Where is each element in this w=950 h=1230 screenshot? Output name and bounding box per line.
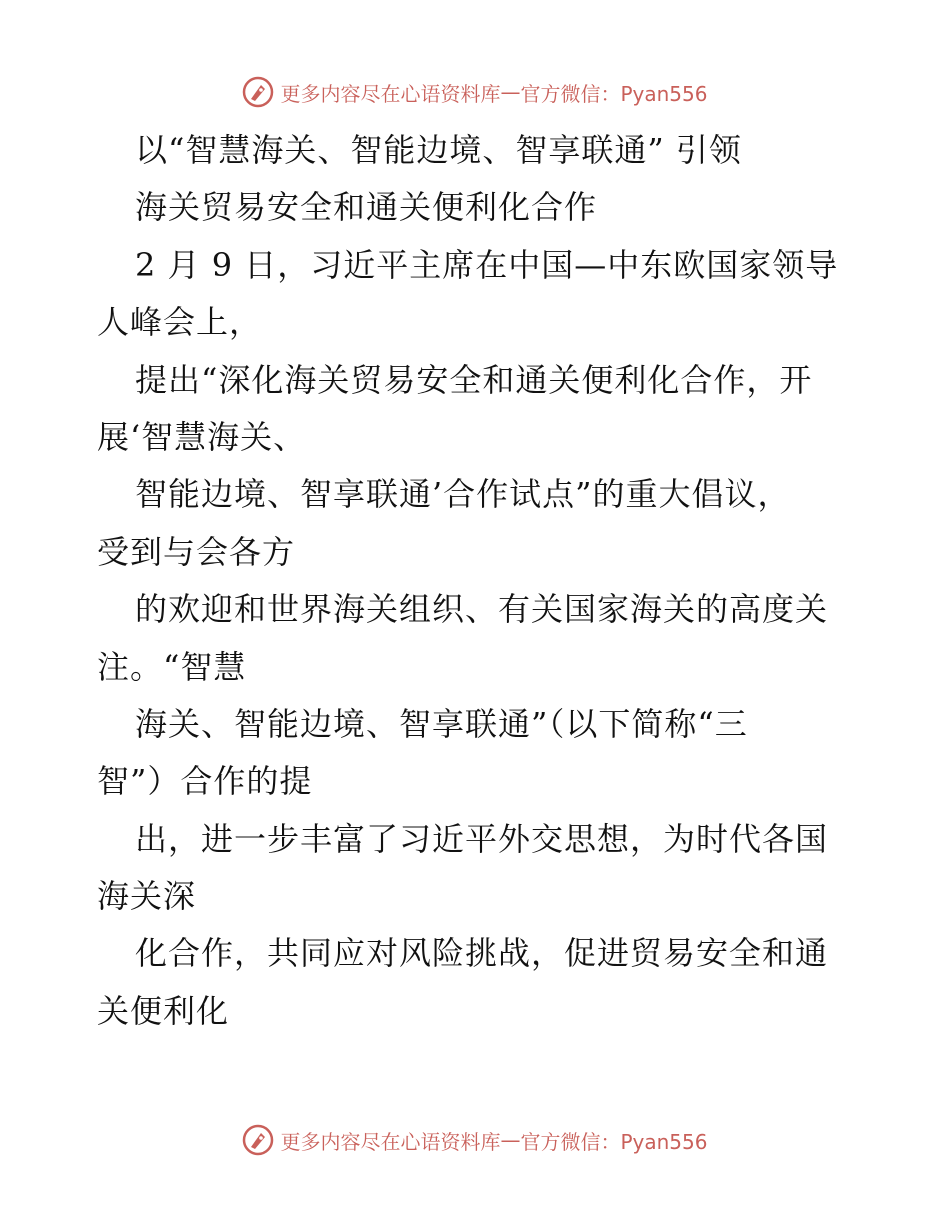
body-line: 化合作，共同应对风险挑战，促进贸易安全和通 bbox=[135, 934, 829, 973]
watermark-text: 更多内容尽在心语资料库 bbox=[280, 81, 501, 106]
footer-watermark bbox=[0, 1120, 950, 1160]
body-line: 注。“智慧 bbox=[97, 647, 247, 686]
body-line: 提出“深化海关贸易安全和通关便利化合作，开 bbox=[135, 360, 813, 399]
body-line: 受到与会各方 bbox=[97, 532, 296, 571]
watermark-dash: — bbox=[500, 80, 521, 104]
body-line: 的欢迎和世界海关组织、有关国家海关的高度关 bbox=[135, 590, 829, 629]
body-line: 以“智慧海关、智能边境、智享联通” 引领 bbox=[135, 131, 742, 169]
body-line: 2 月 9 日，习近平主席在中国—中东欧国家领导 bbox=[135, 245, 839, 284]
body-line: 智能边境、智享联通’合作试点”的重大倡议， bbox=[135, 475, 791, 514]
watermark-text: 更多内容尽在心语资料库 bbox=[280, 1129, 501, 1154]
body-line: 关便利化 bbox=[97, 991, 230, 1030]
body-line: 海关贸易安全和通关便利化合作 bbox=[135, 188, 598, 227]
watermark-contact: 官方微信：Pyan556 bbox=[520, 81, 708, 106]
watermark-dash: — bbox=[500, 1128, 521, 1152]
body-line: 出，进一步丰富了习近平外交思想，为时代各国 bbox=[135, 819, 829, 858]
pen-nib-logo-icon bbox=[242, 1124, 274, 1156]
pen-nib-logo-icon bbox=[242, 76, 274, 108]
body-line: 海关深 bbox=[97, 877, 197, 916]
body-line: 展‘智慧海关、 bbox=[97, 417, 307, 456]
header-watermark bbox=[0, 72, 950, 112]
body-line: 智”）合作的提 bbox=[97, 762, 313, 801]
watermark-contact: 官方微信：Pyan556 bbox=[520, 1129, 708, 1154]
body-line: 海关、智能边境、智享联通”（以下简称“三 bbox=[135, 704, 748, 743]
body-line: 人峰会上， bbox=[97, 303, 263, 342]
document-body bbox=[97, 122, 867, 1040]
